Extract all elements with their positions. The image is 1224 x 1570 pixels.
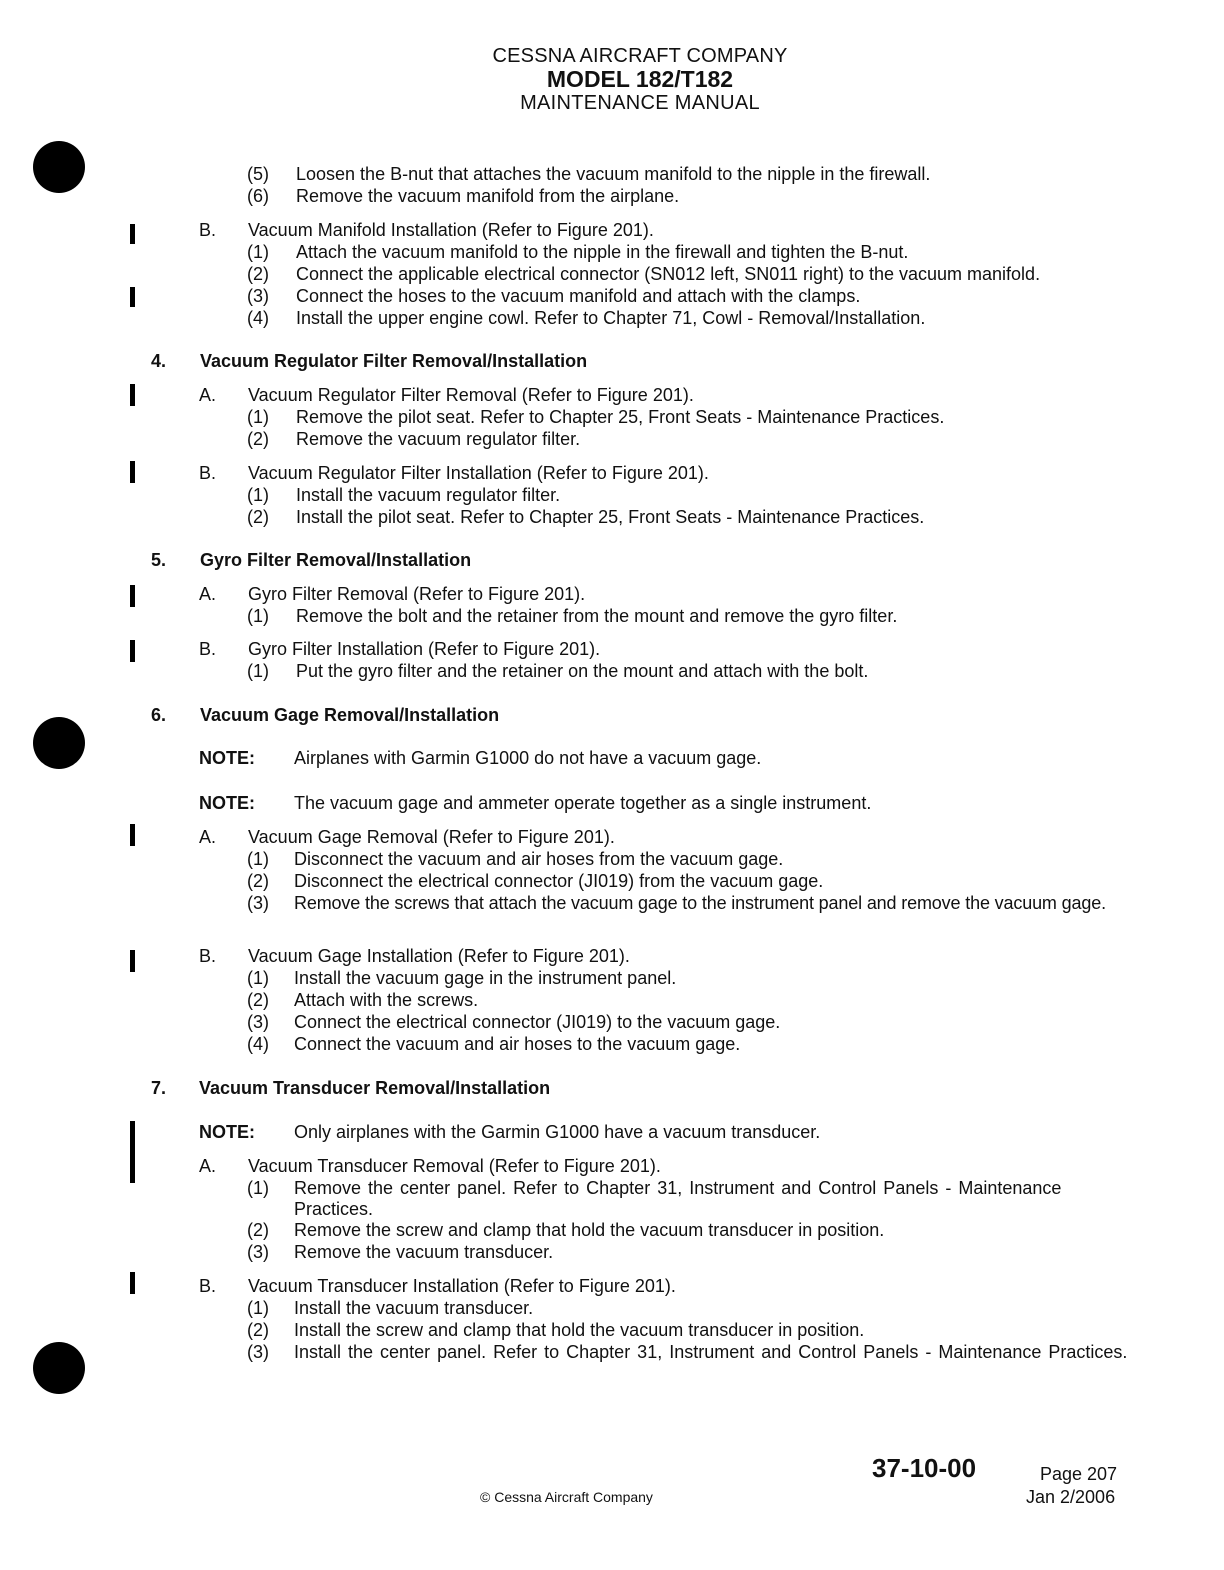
- step-text: Connect the applicable electrical connector (SN012 left, SN011 right) to the vacuum manifold.: [296, 264, 1041, 284]
- model-title: MODEL 182/T182: [546, 66, 734, 92]
- subsection-text: Gyro Filter Removal (Refer to Figure 201).: [248, 584, 586, 604]
- change-bar: [130, 461, 135, 483]
- step-label: (1): [247, 485, 269, 505]
- subsection-text: Vacuum Transducer Removal (Refer to Figure 201).: [248, 1156, 661, 1176]
- step-label: (2): [247, 264, 269, 284]
- step-text: Install the pilot seat. Refer to Chapter 25, Front Seats - Maintenance Practices.: [296, 507, 925, 527]
- subsection-label: A.: [199, 584, 217, 604]
- subsection-label: A.: [199, 385, 217, 405]
- step-label: (1): [247, 968, 269, 988]
- step-label: (4): [247, 1034, 269, 1054]
- subsection-text: Vacuum Regulator Filter Removal (Refer to Figure 201).: [248, 385, 694, 405]
- page-number: Page 207: [1040, 1464, 1118, 1484]
- binder-hole-bottom: [33, 1342, 85, 1394]
- section-number: 5.: [151, 550, 167, 570]
- step-label: (5): [247, 164, 269, 184]
- step-label: (3): [247, 1242, 269, 1262]
- step-text: Remove the vacuum manifold from the airplane.: [296, 186, 680, 206]
- step-text: Remove the center panel. Refer to Chapter 31, Instrument and Control Panels - Maintenance Practices.: [294, 1178, 1062, 1219]
- step-text: Remove the screw and clamp that hold the vacuum transducer in position.: [294, 1220, 885, 1240]
- step-text: Remove the bolt and the retainer from the mount and remove the gyro filter.: [296, 606, 898, 626]
- section-code: 37-10-00: [872, 1453, 977, 1483]
- step-label: (2): [247, 990, 269, 1010]
- step-text: Disconnect the electrical connector (JI019) from the vacuum gage.: [294, 871, 824, 891]
- step-label: (1): [247, 407, 269, 427]
- subsection-label: B.: [199, 463, 217, 483]
- step-text: Install the screw and clamp that hold the vacuum transducer in position.: [294, 1320, 865, 1340]
- step-label: (2): [247, 1220, 269, 1240]
- step-label: (3): [247, 893, 269, 913]
- change-bar: [130, 640, 135, 662]
- section-number: 6.: [151, 705, 167, 725]
- step-text: Remove the vacuum regulator filter.: [296, 429, 581, 449]
- step-label: (1): [247, 242, 269, 262]
- step-label: (1): [247, 1178, 269, 1198]
- step-text: Install the vacuum regulator filter.: [296, 485, 561, 505]
- subsection-label: B.: [199, 946, 217, 966]
- step-label: (1): [247, 849, 269, 869]
- subsection-text: Vacuum Manifold Installation (Refer to Figure 201).: [248, 220, 654, 240]
- section-heading: Vacuum Transducer Removal/Installation: [199, 1078, 551, 1098]
- step-text: Loosen the B-nut that attaches the vacuum manifold to the nipple in the firewall.: [296, 164, 931, 184]
- note-text: The vacuum gage and ammeter operate together as a single instrument.: [294, 793, 872, 813]
- subsection-text: Vacuum Gage Removal (Refer to Figure 201).: [248, 827, 615, 847]
- change-bar: [130, 1272, 135, 1294]
- subsection-text: Vacuum Transducer Installation (Refer to Figure 201).: [248, 1276, 676, 1296]
- note-text: Only airplanes with the Garmin G1000 have a vacuum transducer.: [294, 1122, 821, 1142]
- subsection-label: B.: [199, 220, 217, 240]
- subsection-label: B.: [199, 639, 217, 659]
- step-text: Put the gyro filter and the retainer on the mount and attach with the bolt.: [296, 661, 869, 681]
- step-label: (3): [247, 1342, 269, 1362]
- change-bar: [130, 585, 135, 607]
- step-label: (4): [247, 308, 269, 328]
- step-text: Remove the screws that attach the vacuum gage to the instrument panel and remove the vacuum gage.: [294, 893, 1106, 913]
- revision-date: Jan 2/2006: [1026, 1487, 1116, 1507]
- manual-title: MAINTENANCE MANUAL: [520, 92, 760, 114]
- step-label: (2): [247, 1320, 269, 1340]
- change-bar: [130, 1121, 135, 1183]
- step-text: Connect the electrical connector (JI019) to the vacuum gage.: [294, 1012, 781, 1032]
- step-text: Disconnect the vacuum and air hoses from the vacuum gage.: [294, 849, 784, 869]
- step-text: Remove the pilot seat. Refer to Chapter 25, Front Seats - Maintenance Practices.: [296, 407, 945, 427]
- section-heading: Vacuum Gage Removal/Installation: [200, 705, 500, 725]
- binder-hole-top: [33, 141, 85, 193]
- step-text: Attach with the screws.: [294, 990, 479, 1010]
- step-label: (2): [247, 507, 269, 527]
- step-text: Connect the hoses to the vacuum manifold and attach with the clamps.: [296, 286, 861, 306]
- note-label: NOTE:: [199, 793, 255, 813]
- step-text: Attach the vacuum manifold to the nipple in the firewall and tighten the B-nut.: [296, 242, 909, 262]
- step-text: Connect the vacuum and air hoses to the vacuum gage.: [294, 1034, 741, 1054]
- subsection-label: A.: [199, 1156, 217, 1176]
- step-label: (3): [247, 1012, 269, 1032]
- section-number: 4.: [151, 351, 167, 371]
- change-bar: [130, 824, 135, 846]
- step-label: (2): [247, 429, 269, 449]
- step-label: (2): [247, 871, 269, 891]
- company-name: CESSNA AIRCRAFT COMPANY: [492, 45, 788, 67]
- subsection-label: A.: [199, 827, 217, 847]
- subsection-text: Vacuum Regulator Filter Installation (Refer to Figure 201).: [248, 463, 709, 483]
- step-text: Install the center panel. Refer to Chapter 31, Instrument and Control Panels - Maintenance Practices.: [294, 1342, 1128, 1362]
- section-heading: Vacuum Regulator Filter Removal/Installation: [200, 351, 588, 371]
- change-bar: [130, 384, 135, 406]
- change-bar: [130, 224, 135, 244]
- step-label: (6): [247, 186, 269, 206]
- subsection-label: B.: [199, 1276, 217, 1296]
- step-label: (1): [247, 1298, 269, 1318]
- copyright-notice: © Cessna Aircraft Company: [480, 1489, 653, 1505]
- note-text: Airplanes with Garmin G1000 do not have a vacuum gage.: [294, 748, 762, 768]
- step-text: Install the vacuum transducer.: [294, 1298, 534, 1318]
- subsection-text: Gyro Filter Installation (Refer to Figure 201).: [248, 639, 601, 659]
- step-label: (1): [247, 661, 269, 681]
- change-bar: [130, 950, 135, 972]
- step-label: (1): [247, 606, 269, 626]
- step-text: Remove the vacuum transducer.: [294, 1242, 554, 1262]
- step-label: (3): [247, 286, 269, 306]
- step-text: Install the upper engine cowl. Refer to Chapter 71, Cowl - Removal/Installation.: [296, 308, 926, 328]
- binder-hole-middle: [33, 717, 85, 769]
- section-heading: Gyro Filter Removal/Installation: [200, 550, 472, 570]
- subsection-text: Vacuum Gage Installation (Refer to Figure 201).: [248, 946, 630, 966]
- section-number: 7.: [151, 1078, 167, 1098]
- step-text: Install the vacuum gage in the instrument panel.: [294, 968, 677, 988]
- note-label: NOTE:: [199, 748, 255, 768]
- note-label: NOTE:: [199, 1122, 255, 1142]
- change-bar: [130, 287, 135, 307]
